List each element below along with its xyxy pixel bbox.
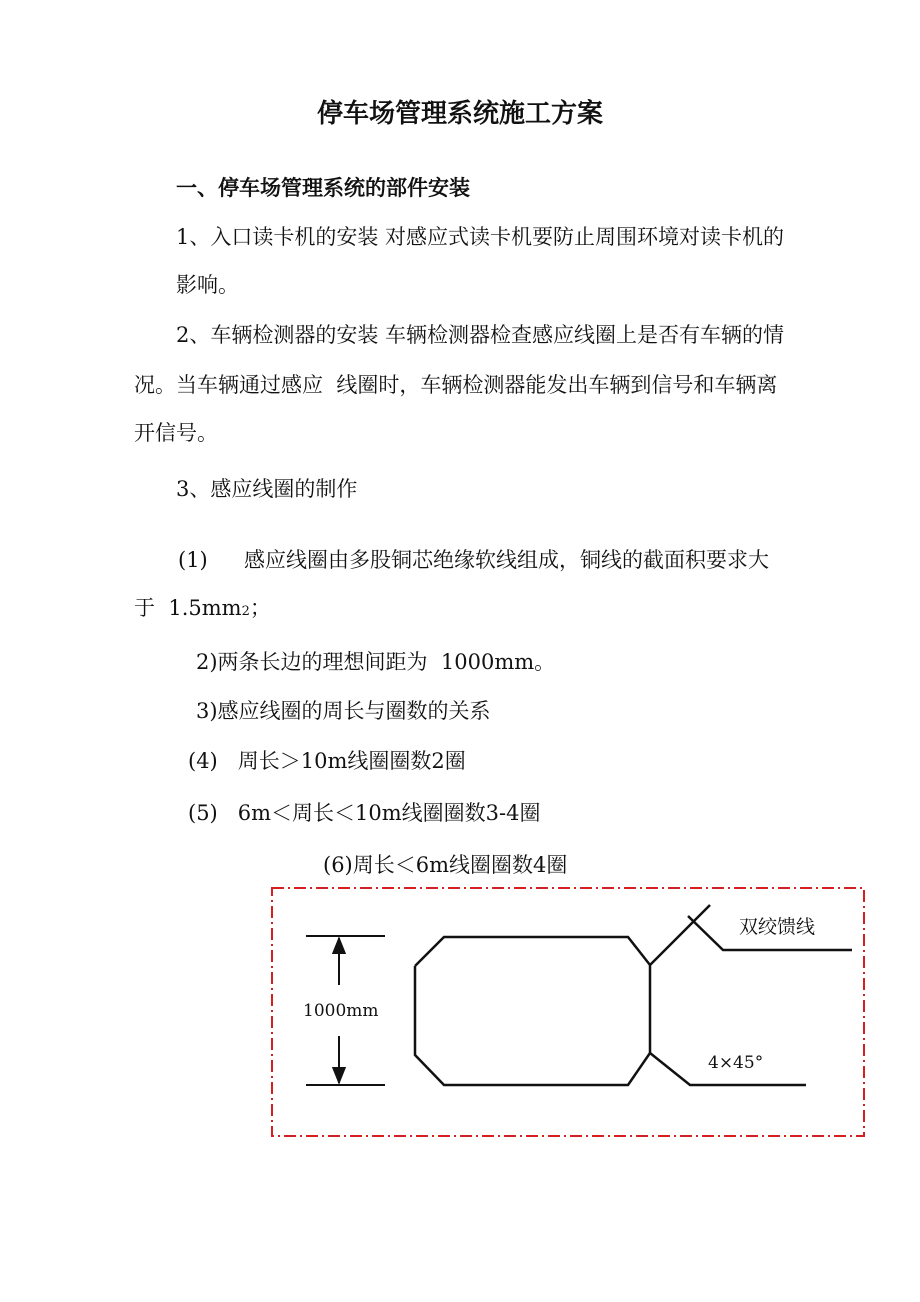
page-title: 停车场管理系统施工方案: [316, 99, 603, 129]
item-1-line-1: 感应线圈由多股铜芯绝缘软线组成，铜线的截面积要求大: [244, 548, 769, 572]
item-3: 3)感应线圈的周长与圈数的关系: [196, 699, 491, 723]
item-1-subscript: 2: [241, 604, 250, 619]
paragraph-2-line-2: 况。当车辆通过感应 线圈时，车辆检测器能发出车辆到信号和车辆离: [134, 373, 778, 397]
section-heading: 一、停车场管理系统的部件安装: [176, 175, 470, 200]
paragraph-1-line-1: 1、入口读卡机的安装 对感应式读卡机要防止周围环境对读卡机的: [176, 225, 785, 249]
item-4: (4) 周长＞10m线圈圈数2圈: [188, 749, 466, 773]
item-1-tail: ；: [249, 596, 271, 620]
item-5: (5) 6m＜周长＜10m线圈圈数3-4圈: [188, 801, 541, 825]
paragraph-2-line-3: 开信号。: [134, 421, 218, 445]
loop-outline: [415, 937, 650, 1085]
item-1-text: 于 1.5mm: [134, 596, 242, 620]
feedline-label: 双绞馈线: [739, 916, 816, 938]
item-1-number: (1): [178, 548, 208, 572]
width-label: 1000mm: [303, 1001, 379, 1021]
paragraph-3: 3、感应线圈的制作: [176, 477, 358, 501]
item-6: (6)周长＜6m线圈圈数4圈: [323, 853, 568, 877]
angle-label: 4×45°: [708, 1053, 764, 1073]
paragraph-1-line-2: 影响。: [176, 273, 239, 297]
feedline-upper: [650, 905, 710, 965]
paragraph-2-line-1: 2、车辆检测器的安装 车辆检测器检查感应线圈上是否有车辆的情: [176, 323, 785, 347]
item-2: 2)两条长边的理想间距为 1000mm。: [196, 650, 556, 674]
